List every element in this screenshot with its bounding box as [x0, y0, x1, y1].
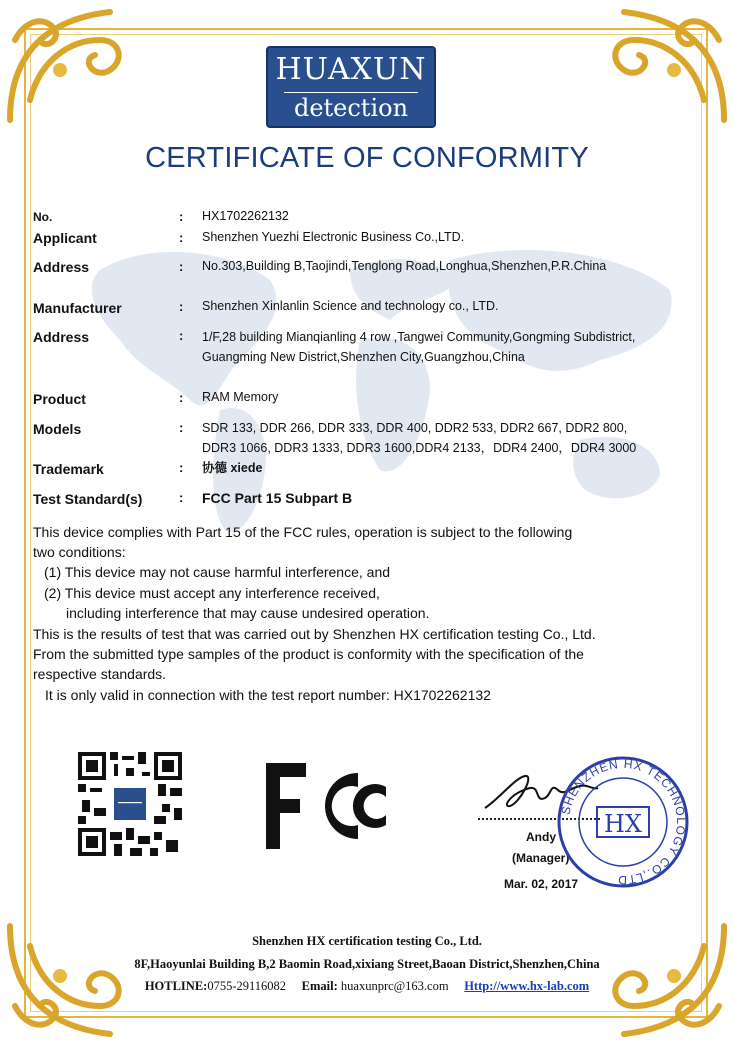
body-line-4: From the submitted type samples of the product is conformity with the specification of the	[33, 646, 584, 662]
address-value: No.303,Building B,Taojindi,Tenglong Road,Longhua,Shenzhen,P.R.China	[202, 259, 607, 273]
no-value: HX1702262132	[202, 209, 289, 223]
certificate-title: CERTIFICATE OF CONFORMITY	[145, 142, 589, 174]
body-line-1: This device complies with Part 15 of the FCC rules, operation is subject to the following	[33, 524, 573, 540]
applicant-label: Applicant	[33, 230, 97, 246]
huaxun-logo	[266, 46, 436, 128]
applicant-colon: :	[179, 230, 184, 245]
manufacturer-address-colon: :	[179, 328, 184, 343]
fcc-logo-icon	[266, 763, 388, 849]
footer-contact-line	[0, 979, 734, 994]
condition-2-continued: including interference that may cause undesired operation.	[66, 605, 430, 621]
no-label: No.	[33, 210, 53, 224]
footer-company: Shenzhen HX certification testing Co., Ltd.	[252, 934, 482, 948]
logo-bottom-text: detection	[293, 94, 409, 122]
standard-value: FCC Part 15 Subpart B	[202, 490, 353, 506]
footer-address: 8F,Haoyunlai Building B,2 Baomin Road,xixiang Street,Baoan District,Shenzhen,China	[134, 957, 600, 971]
ornament-bottom-left-icon	[0, 906, 140, 1046]
certificate-date: Mar. 02, 2017	[504, 877, 579, 891]
address-colon: :	[179, 259, 184, 274]
models-colon: :	[179, 420, 184, 435]
logo-top-text: HUAXUN	[275, 52, 427, 87]
body-line-2: two conditions:	[33, 544, 126, 560]
body-line-3: This is the results of test that was carried out by Shenzhen HX certification testing Co., Ltd.	[33, 626, 596, 642]
svg-text:HX: HX	[603, 810, 643, 838]
manufacturer-address-line2: Guangming New District,Shenzhen City,Guangzhou,China	[202, 350, 525, 364]
trademark-colon: :	[179, 460, 184, 475]
condition-1: (1) This device may not cause harmful interference, and	[44, 564, 391, 580]
website-link[interactable]: Http://www.hx-lab.com	[464, 979, 590, 993]
no-colon: :	[179, 209, 184, 224]
models-label: Models	[33, 421, 82, 437]
manufacturer-address-line1: 1/F,28 building Mianqianling 4 row ,Tangwei Community,Gongming Subdistrict,	[202, 330, 636, 344]
qr-code-icon	[78, 752, 182, 856]
email-address[interactable]: huaxunprc@163.com	[340, 979, 449, 993]
product-label: Product	[33, 391, 86, 407]
manufacturer-value: Shenzhen Xinlanlin Science and technology co., LTD.	[202, 299, 499, 313]
ornament-top-right-icon	[594, 0, 734, 140]
ornament-bottom-right-icon	[594, 906, 734, 1046]
product-value: RAM Memory	[202, 390, 279, 404]
report-number-line: It is only valid in connection with the test report number: HX1702262132	[45, 687, 491, 703]
ornament-top-left-icon	[0, 0, 140, 140]
models-line2: DDR3 1066, DDR3 1333, DDR3 1600,DDR4 2133，DDR4 2400，DDR4 3000	[202, 441, 637, 455]
manufacturer-label: Manufacturer	[33, 300, 122, 316]
product-colon: :	[179, 390, 184, 405]
world-map-watermark-icon	[60, 230, 700, 560]
trademark-label: Trademark	[33, 461, 104, 477]
signatory-role: (Manager)	[512, 851, 570, 865]
manufacturer-colon: :	[179, 299, 184, 314]
company-seal-icon	[553, 752, 693, 892]
manufacturer-address-label: Address	[33, 329, 90, 345]
models-line1: SDR 133, DDR 266, DDR 333, DDR 400, DDR2 533, DDR2 667, DDR2 800,	[202, 421, 628, 435]
standard-label: Test Standard(s)	[33, 491, 143, 507]
address-label: Address	[33, 259, 90, 275]
logo-divider	[284, 92, 418, 93]
body-line-5: respective standards.	[33, 666, 167, 682]
hotline-label: HOTLINE:	[144, 979, 208, 993]
applicant-value: Shenzhen Yuezhi Electronic Business Co.,LTD.	[202, 230, 465, 244]
signatory-name: Andy	[526, 830, 556, 844]
svg-text:SHENZHEN HX TECHNOLOGY CO.,LTD: SHENZHEN HX TECHNOLOGY CO.,LTD	[558, 756, 689, 888]
email-label: Email:	[301, 979, 338, 993]
trademark-value: 协德 xiede	[202, 461, 263, 475]
hotline-number: 0755-29116082	[207, 979, 287, 993]
condition-2: (2) This device must accept any interference received,	[44, 585, 380, 601]
standard-colon: :	[179, 490, 184, 505]
